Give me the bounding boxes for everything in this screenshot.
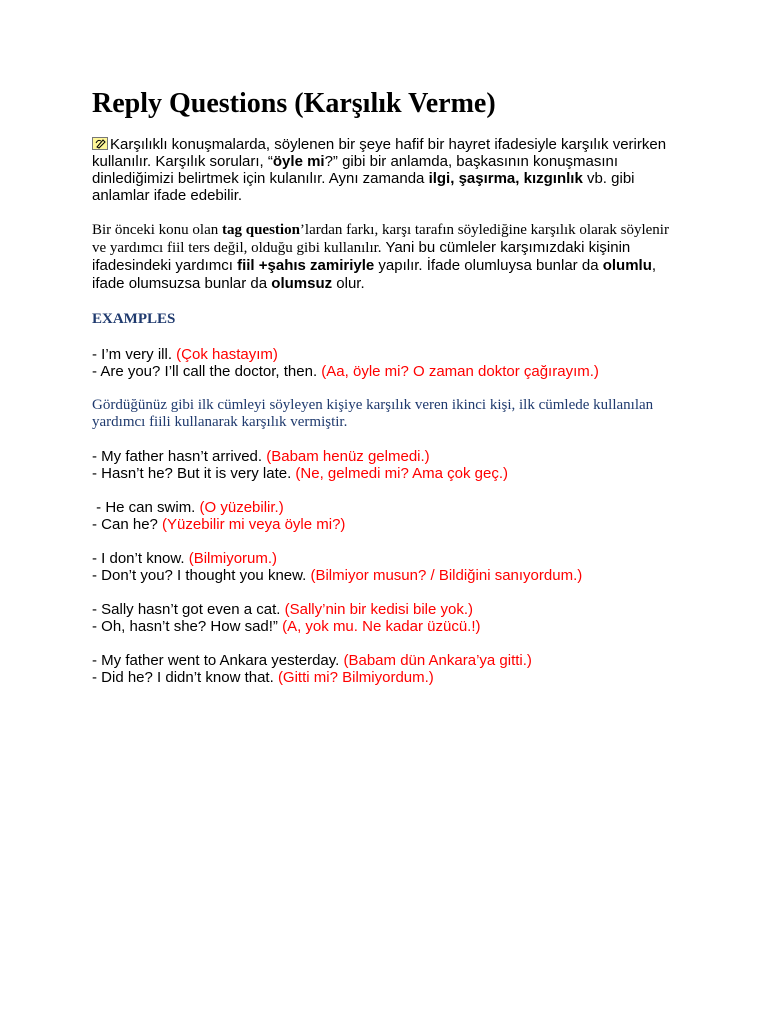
document-page xyxy=(92,86,682,703)
example-line-english xyxy=(92,601,682,618)
intro-text-1: Karşılıklı konuşmalarda, söylenen bir şeye hafif bir hayret ifadesiyle karşılık verirken kullanılır. Karşılık soruları, “ xyxy=(92,136,667,170)
para2-text-2: ’lardan farkı, karşı tarafın söylediğine karşılık olarak söylenir ve yardımcı fiil ters değil, olduğu gibi kullanılır. xyxy=(92,222,669,256)
explanation-note: Gördüğünüz gibi ilk cümleyi söyleyen kişiye karşılık veren ikinci kişi, ilk cümlede kullanılan yardımcı fiili kullanarak karşılık vermiştir. xyxy=(92,397,654,430)
para2-text-3: Yani bu cümleler karşımızdaki kişinin ifadesindeki yardımcı xyxy=(92,239,631,274)
example-english: - Don’t you? I thought you knew. xyxy=(92,567,311,584)
example-line-reply xyxy=(92,516,682,533)
example-english: - My father went to Ankara yesterday. xyxy=(92,652,344,669)
para2-text-6: olur. xyxy=(332,275,365,292)
para2-bold-3: olumlu xyxy=(602,257,652,274)
intro-bold-1: öyle mi xyxy=(272,153,325,170)
example-line-english xyxy=(92,448,682,465)
example-english: - I don’t know. xyxy=(92,550,189,567)
example-block xyxy=(92,499,682,533)
example-block xyxy=(92,550,682,584)
example-translation: (Ne, gelmedi mi? Ama çok geç.) xyxy=(295,465,508,482)
intro-text-3: vb. gibi anlamlar ifade edebilir. xyxy=(92,170,635,204)
example-block xyxy=(92,601,682,635)
example-translation: (O yüzebilir.) xyxy=(199,499,284,516)
example-line-english xyxy=(92,652,682,669)
example-translation: (Gitti mi? Bilmiyordum.) xyxy=(277,669,434,686)
example-english: - Sally hasn’t got even a cat. xyxy=(92,601,285,618)
example-english: - Oh, hasn’t she? How sad!” xyxy=(92,618,283,635)
example-line-english xyxy=(92,346,682,363)
example-english: - Are you? I’ll call the doctor, then. xyxy=(92,363,322,380)
para2-bold-2: fiil +şahıs zamiriyle xyxy=(237,257,375,274)
example-english: - I’m very ill. xyxy=(92,346,177,363)
example-english: - He can swim. xyxy=(92,499,200,516)
examples-heading: EXAMPLES xyxy=(92,311,176,327)
example-line-reply xyxy=(92,618,682,635)
example-english: - Did he? I didn’t know that. xyxy=(92,669,278,686)
example-translation: (A, yok mu. Ne kadar üzücü.!) xyxy=(282,618,481,635)
intro-text-2: ?” gibi bir anlamda, başkasının konuşmasını dinlediğimizi belirtmek için kulanılır. Aynı zamanda xyxy=(92,153,619,187)
example-translation: (Bilmiyorum.) xyxy=(188,550,278,567)
para2-bold-1: tag question xyxy=(221,222,300,238)
example-line-reply xyxy=(92,363,682,380)
example-line-english xyxy=(92,499,682,516)
comparison-paragraph xyxy=(92,221,682,293)
example-line-reply xyxy=(92,465,682,482)
example-english: - My father hasn’t arrived. xyxy=(92,448,267,465)
example-line-reply xyxy=(92,669,682,686)
intro-paragraph xyxy=(92,136,682,204)
example-translation: (Babam dün Ankara’ya gitti.) xyxy=(343,652,532,669)
example-line-reply xyxy=(92,567,682,584)
example-english: - Hasn’t he? But it is very late. xyxy=(92,465,296,482)
page-title: Reply Questions (Karşılık Verme) xyxy=(92,88,496,119)
example-translation: (Aa, öyle mi? O zaman doktor çağırayım.) xyxy=(321,363,599,380)
example-block xyxy=(92,652,682,686)
para2-text-1: Bir önceki konu olan xyxy=(92,222,222,238)
note-icon xyxy=(92,137,108,150)
example-line-english xyxy=(92,550,682,567)
example-block xyxy=(92,346,682,380)
example-translation: (Babam henüz gelmedi.) xyxy=(266,448,430,465)
example-english: - Can he? xyxy=(92,516,163,533)
intro-bold-2: ilgi, şaşırma, kızgınlık xyxy=(428,170,583,187)
example-translation: (Yüzebilir mi veya öyle mi?) xyxy=(162,516,346,533)
example-translation: (Sally’nin bir kedisi bile yok.) xyxy=(284,601,474,618)
para2-bold-4: olumsuz xyxy=(271,275,333,292)
example-translation: (Çok hastayım) xyxy=(176,346,278,363)
example-translation: (Bilmiyor musun? / Bildiğini sanıyordum.) xyxy=(310,567,583,584)
para2-text-4: yapılır. İfade olumluysa bunlar da xyxy=(374,257,603,274)
example-block xyxy=(92,448,682,482)
para2-text-5: , ifade olumsuzsa bunlar da xyxy=(92,257,657,292)
